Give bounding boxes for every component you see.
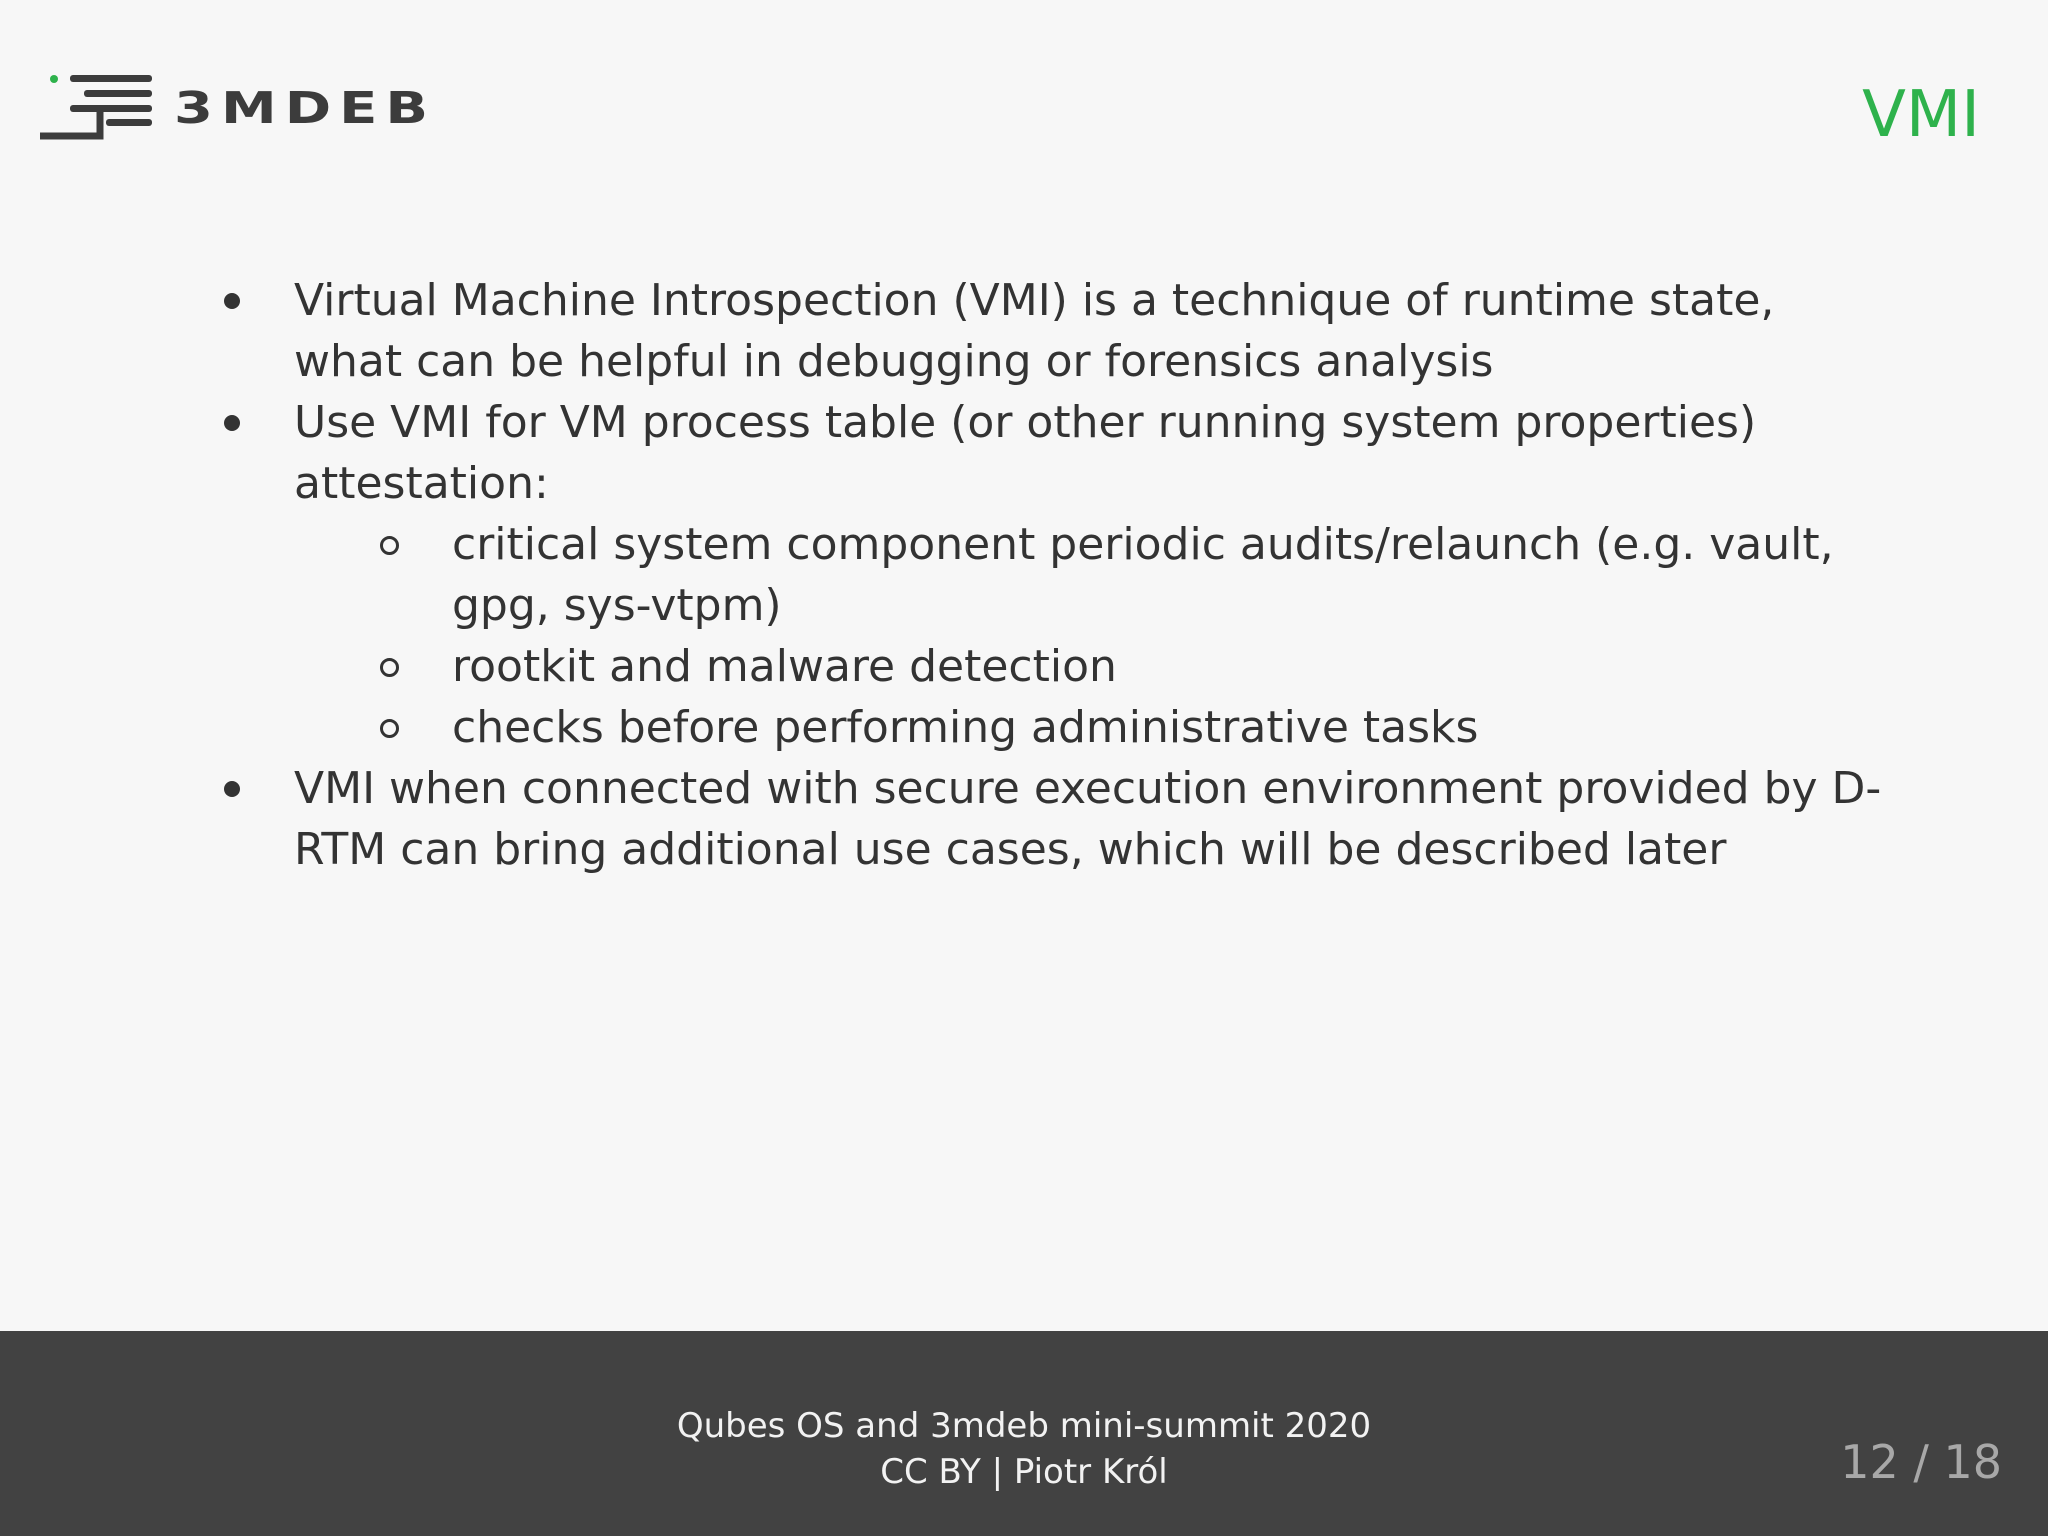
bullet-icon bbox=[224, 781, 240, 797]
slide-title: VMI bbox=[1862, 78, 1980, 152]
logo-text: 3MDEB bbox=[174, 82, 437, 134]
sub-bullet-icon bbox=[380, 719, 399, 738]
bullet-item bbox=[210, 270, 1890, 392]
sub-bullet-text: checks before performing administrative tasks bbox=[452, 702, 1479, 753]
sub-bullet-text: rootkit and malware detection bbox=[452, 641, 1117, 692]
page-number: 12 / 18 bbox=[1840, 1435, 2002, 1489]
logo-mark-icon bbox=[40, 70, 152, 146]
bullet-item bbox=[210, 392, 1890, 514]
footer-bar bbox=[0, 1331, 2048, 1536]
bullet-icon bbox=[224, 415, 240, 431]
footer-info bbox=[0, 1403, 2048, 1495]
footer-event: Qubes OS and 3mdeb mini-summit 2020 bbox=[676, 1406, 1372, 1446]
sub-bullet-item bbox=[210, 514, 1890, 636]
sub-bullet-icon bbox=[380, 658, 399, 677]
company-logo bbox=[40, 68, 436, 148]
bullet-text: Use VMI for VM process table (or other running system properties) attestation: bbox=[294, 397, 1757, 509]
sub-bullet-text: critical system component periodic audits/relaunch (e.g. vault, gpg, sys-vtpm) bbox=[452, 519, 1834, 631]
sub-bullet-item bbox=[210, 636, 1890, 697]
bullet-item bbox=[210, 758, 1890, 880]
footer-author: CC BY | Piotr Król bbox=[880, 1452, 1168, 1492]
sub-bullet-item bbox=[210, 697, 1890, 758]
bullet-text: VMI when connected with secure execution environment provided by D-RTM can bring additional use cases, which will be described later bbox=[294, 763, 1882, 875]
sub-bullet-icon bbox=[380, 536, 399, 555]
bullet-list bbox=[210, 270, 1890, 880]
bullet-icon bbox=[224, 293, 240, 309]
bullet-text: Virtual Machine Introspection (VMI) is a technique of runtime state, what can be helpful in debugging or forensics analysis bbox=[294, 275, 1775, 387]
